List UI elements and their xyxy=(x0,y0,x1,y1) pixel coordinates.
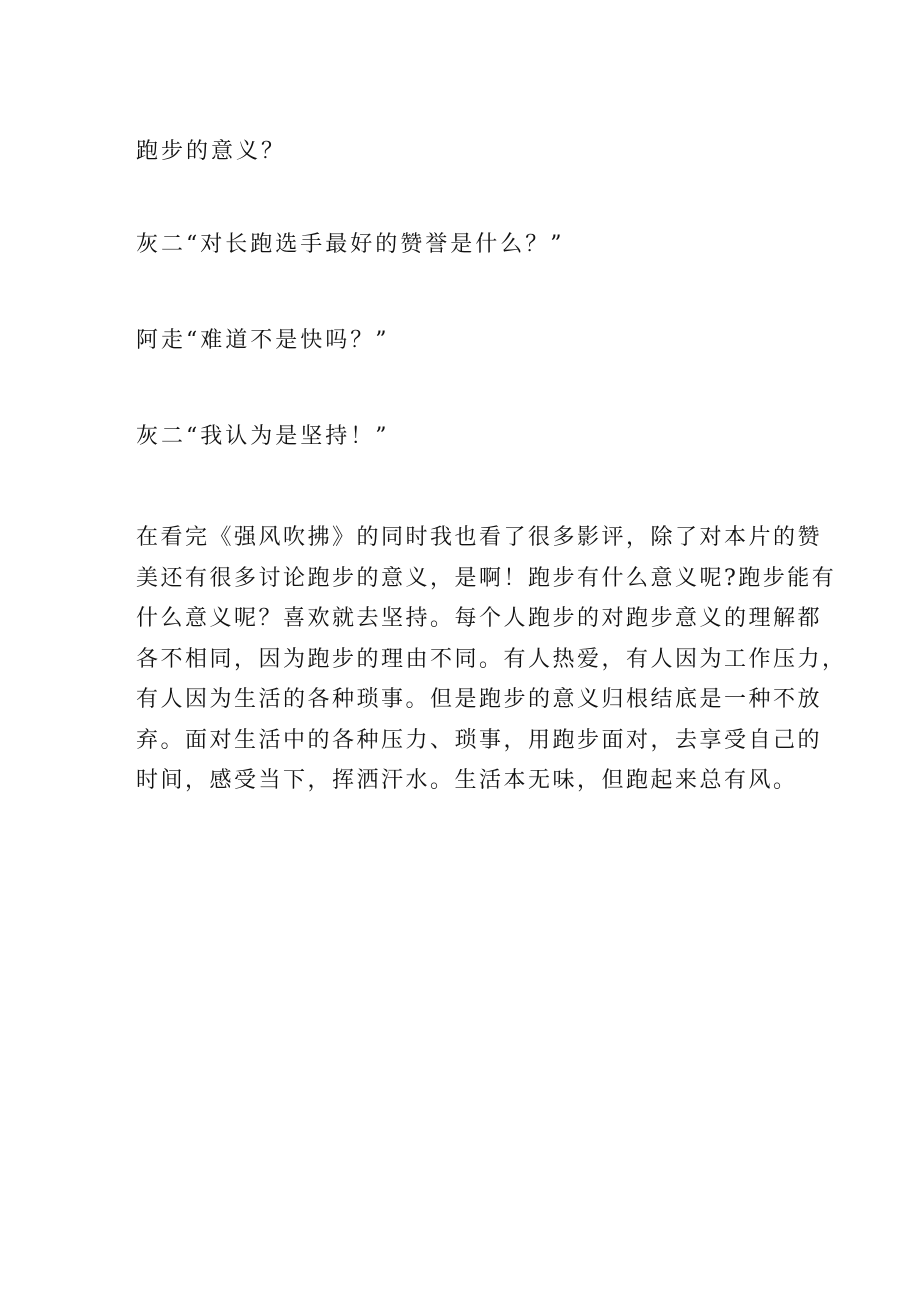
body-paragraph xyxy=(136,518,847,802)
paragraph-line: 弃。面对生活中的各种压力、琐事，用跑步面对，去享受自己的 xyxy=(136,727,823,753)
paragraph-line: 美还有很多讨论跑步的意义，是啊！跑步有什么意义呢?跑步能有 xyxy=(136,565,837,591)
paragraph-line: 在看完《强风吹拂》的同时我也看了很多影评，除了对本片的赞 xyxy=(136,525,823,550)
paragraph-line: 什么意义呢？喜欢就去坚持。每个人跑步的对跑步意义的理解都 xyxy=(136,606,823,631)
paragraph-line: 时间，感受当下，挥洒汗水。生活本无味，但跑起来总有风。 xyxy=(136,768,798,793)
document-heading: 跑步的意义？ xyxy=(136,139,287,164)
paragraph-line: 各不相同，因为跑步的理由不同。有人热爱，有人因为工作压力， xyxy=(136,646,847,672)
paragraph-line: 有人因为生活的各种琐事。但是跑步的意义归根结底是一种不放 xyxy=(136,687,823,712)
dialogue-line-2: 阿走“难道不是快吗？” xyxy=(136,328,390,353)
dialogue-line-1: 灰二“对长跑选手最好的赞誉是什么？” xyxy=(136,232,565,257)
dialogue-line-3: 灰二“我认为是坚持！” xyxy=(136,424,390,449)
